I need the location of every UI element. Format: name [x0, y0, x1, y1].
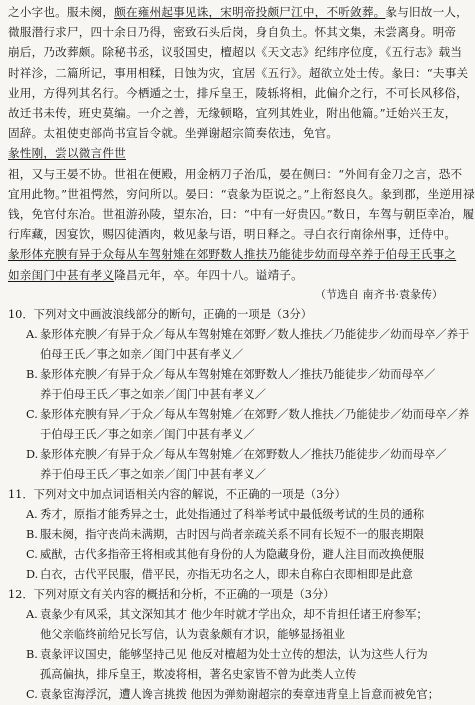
option-text: 彖形体充腴／有异于众／每从车驾射雉在郊野／数人推扶／乃能徒步／幼而母卒／养于 [40, 327, 470, 341]
option-text-continued: 养于伯母王氏／事之如亲／闺门中甚有孝义／ [40, 387, 266, 401]
option-label: C. [26, 547, 38, 561]
option-text: 袁彖少有风采，其文深知其才 他少年时就才学出众，却不肯担任诸王府参军； [40, 607, 428, 621]
answer-option[interactable] [26, 525, 449, 545]
option-label: C. [26, 407, 38, 421]
option-text-continued: 养于伯母王氏／事之如亲／闺门中甚有孝义／ [40, 467, 266, 481]
option-label: B. [26, 367, 38, 381]
option-text: 彖形体充腴／有异于众／每从车驾射雉在郊野数人／推扶乃能徒步／幼而母卒／ [40, 367, 436, 381]
passage-text: 钱，免官付东冶。世祖游孙陵，望东冶，曰：“中有一好贵囚。”数日，车驾与朝臣幸冶，履 [8, 207, 475, 222]
option-text: 威猷，古代多指帝王将相或其他有身份的人为隐藏身份，避人注目而改换便服 [40, 547, 425, 561]
option-text: 袁彖宦海浮沉，遭人谗言挑拨 他因为弹劾谢超宗的奏章违背皇上旨意而被免官； [40, 687, 439, 701]
option-label: D. [26, 447, 39, 461]
passage-line [8, 184, 475, 204]
option-text-continued: 他父亲临终前给兄长写信，认为袁彖颇有才识，能够显扬祖业 [40, 627, 346, 641]
passage-line [8, 22, 457, 42]
answer-option[interactable] [26, 445, 449, 465]
option-label: C. [26, 687, 38, 701]
option-label: A. [26, 507, 38, 521]
question-stem: 12．下列对原文有关内容的概括和分析，不正确的一项是（3分） [8, 587, 335, 601]
option-label: A. [26, 327, 38, 341]
option-text: 袁彖评议国史，能够坚持己见 他反对檀超为处士立传的想法，认为这些人行为 [40, 647, 428, 661]
underlined-text: 颇在雍州起事见诛，宋明帝投颇尸江中，不听敛葬。 [114, 5, 386, 19]
passage-text: 时祥沴，二篇所记，事用相糅，日蚀为灾，宜居《五行》。超欲立处士传。彖曰：“夫事关 [8, 65, 469, 80]
underlined-text: 彖形体充腴有异于众每从车驾射雉在郊野数人推扶乃能徒步幼而母卒养于伯母王氏事之 [8, 247, 457, 262]
answer-option[interactable] [26, 685, 449, 705]
option-text: 彖形体充腴／有异于众／每从车驾射雉／在郊野数人／推扶乃能徒步／幼而母卒／ [40, 447, 447, 461]
answer-option[interactable] [26, 505, 449, 525]
option-text-continued: 于伯母王氏／事之如亲／闺门中甚有孝义／ [40, 427, 255, 441]
passage-text: 隆昌元年，卒。年四十八。谥靖子。 [114, 267, 303, 282]
option-text: 秀才，原指才能秀异之士，此处指通过了科举考试中最低级考试的生员的通称 [40, 507, 425, 521]
option-label: A. [26, 607, 38, 621]
passage-source: （节选自 南齐书·袁彖传） [315, 287, 443, 301]
passage-text: 固辞。太祖使吏部尚书宣旨令就。坐弹谢超宗简奏依违，免官。 [8, 126, 339, 141]
questions [8, 305, 470, 705]
question-stem: 10．下列对文中画波浪线部分的断句，正确的一项是（3分） [8, 307, 312, 321]
passage-text: 业用，方得列其名行。今栖遁之士，排斥皇王，陵轹将相，此偏介之行，不可长风移俗， [8, 85, 468, 100]
option-label: B. [26, 527, 38, 541]
answer-option[interactable] [26, 545, 449, 565]
underlined-text: 彖性刚，尝以微言件世 [8, 146, 126, 161]
passage-line [8, 224, 457, 244]
answer-option[interactable] [26, 365, 449, 385]
question-stem: 11．下列对文中加点词语相关内容的解说，不正确的一项是（3分） [8, 487, 346, 501]
passage-text: 之小字也。服未阕， [8, 5, 115, 19]
passage-line [8, 83, 468, 103]
passage-line [8, 164, 463, 184]
passage-text: 行库藏，因宴饮，赐囚徒酒肉，敕见彖与语，明日释之。寻白衣行南徐州事，迁侍中。 [8, 227, 457, 242]
passage-line [8, 123, 449, 143]
underlined-text: 如亲闺门中甚有孝义 [8, 267, 115, 282]
answer-option[interactable] [26, 325, 470, 345]
passage-line [8, 244, 457, 264]
answer-option[interactable] [26, 645, 449, 665]
answer-option[interactable] [26, 405, 470, 425]
option-label: B. [26, 647, 38, 661]
option-text-continued: 孤高偏执，排斥皇王，欺凌将相，著名史家皆不曾为此类人立传 [40, 667, 357, 681]
answer-option[interactable] [26, 565, 449, 585]
passage [8, 2, 475, 285]
option-text-continued: 伯母王氏／事之如亲／闺门中甚有孝义／ [40, 347, 244, 361]
passage-line [8, 265, 449, 285]
option-label: D. [26, 567, 39, 581]
passage-line [8, 63, 469, 83]
passage-line [8, 204, 475, 224]
passage-text: 宜用此物。”世祖愕然，穷问所以。晏曰：“袁彖为臣说之。”上衔怒良久。彖到郡，坐逆用禄 [8, 186, 475, 201]
passage-line [8, 42, 463, 62]
passage-text: 彖与旧故一人， [385, 5, 468, 19]
answer-option[interactable] [26, 605, 449, 625]
passage-line [8, 103, 457, 123]
option-text: 服未阕，指守丧尚未满期，古时因与尚者亲疏关系不同有长短不一的服丧期限 [40, 527, 425, 541]
passage-line [8, 2, 468, 22]
passage-text: 崩后，乃改葬颇。除秘书丞，议驳国史，檀超以《天文志》纪纬序位度，《五行志》载当 [8, 45, 463, 60]
passage-text: 故迁书未传，班史莫编。一介之善，无缘顿略，宜列其姓业，附出他篇。”迁始兴王友， [8, 106, 457, 121]
passage-text: 祖，又与王晏不协。世祖在便殿，用金柄刀子治瓜，晏在侧曰：“外间有金刀之言，恐不 [8, 166, 463, 181]
option-text: 彖形体充腴有异／于众／每从车驾射雉／在郊野／数人推扶／乃能徒步／幼而母卒／养 [40, 407, 470, 421]
passage-line [8, 143, 449, 163]
passage-text: 微服潜行求尸，四十余日乃得，密致石头后岗，身自负土。怀其文集，未尝离身。明帝 [8, 25, 457, 40]
option-text: 白衣，古代平民服，借平民，亦指无功名之人，即未自称白衣即相即是此意 [40, 567, 413, 581]
